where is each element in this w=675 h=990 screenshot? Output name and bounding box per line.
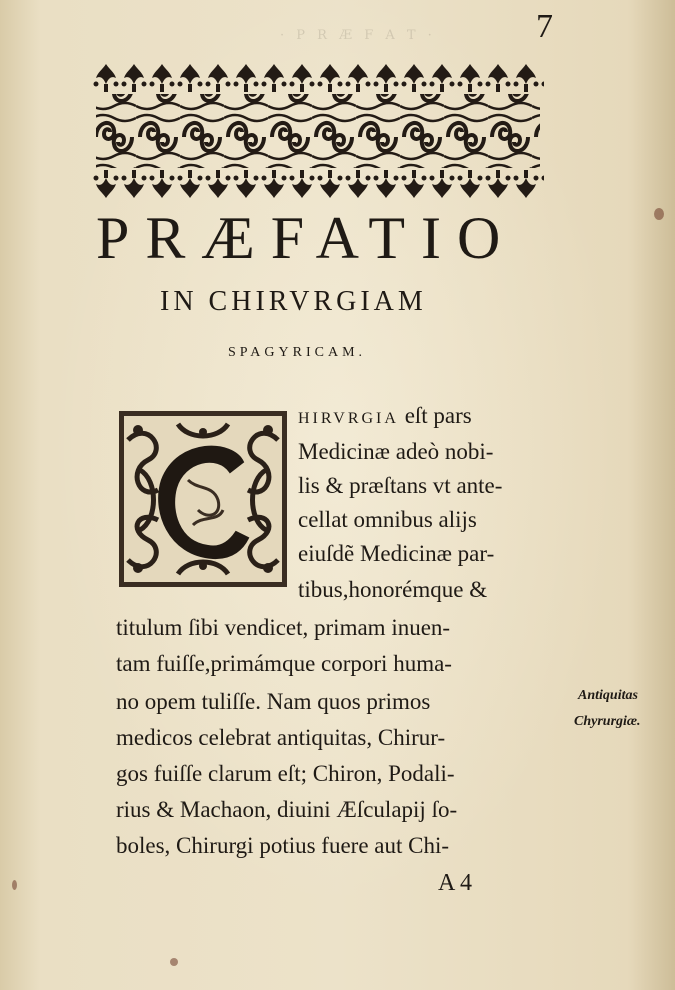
opening-line-rest: eſt pars	[404, 403, 472, 428]
body-line: no opem tuliſſe. Nam quos primos	[116, 689, 431, 714]
body-line: tam fuiſſe,primámque corpori huma-	[116, 651, 452, 676]
ink-stain	[12, 880, 17, 890]
page-number: 7	[536, 8, 553, 45]
ink-stain	[654, 208, 664, 220]
body-line: tibus,honorémque &	[298, 577, 488, 602]
body-line: boles, Chirurgi potius fuere aut Chi-	[116, 833, 450, 858]
body-line: rius & Machaon, diuini Æſculapij ſo-	[116, 797, 458, 822]
body-line: lis & præſtans vt ante-	[298, 473, 503, 498]
body-line: titulum ſibi vendicet, primam inuen-	[116, 615, 451, 640]
margin-note-line-2: Chyrurgiæ.	[574, 714, 641, 729]
decorative-headpiece	[92, 62, 544, 200]
body-line	[298, 404, 472, 427]
page-title: PRÆFATIO	[96, 205, 517, 271]
signature-mark: A 4	[438, 870, 473, 896]
opening-word: HIRVRGIA	[298, 410, 399, 427]
body-line: eiuſdẽ Medicinæ par-	[298, 541, 495, 566]
subtitle: IN CHIRVRGIAM	[160, 286, 427, 317]
body-line: Medicinæ adeò nobi-	[298, 439, 494, 464]
ink-stain	[170, 958, 178, 966]
margin-note-line-1: Antiquitas	[578, 688, 638, 703]
body-line: medicos celebrat antiquitas, Chirur-	[116, 725, 446, 750]
body-line: cellat omnibus alijs	[298, 507, 477, 532]
body-line: gos fuiſſe clarum eſt; Chiron, Podali-	[116, 761, 455, 786]
decorated-initial-c	[118, 410, 288, 588]
subtitle-second-line: SPAGYRICAM.	[228, 345, 367, 360]
show-through-text: · P R Æ F A T ·	[280, 28, 436, 43]
